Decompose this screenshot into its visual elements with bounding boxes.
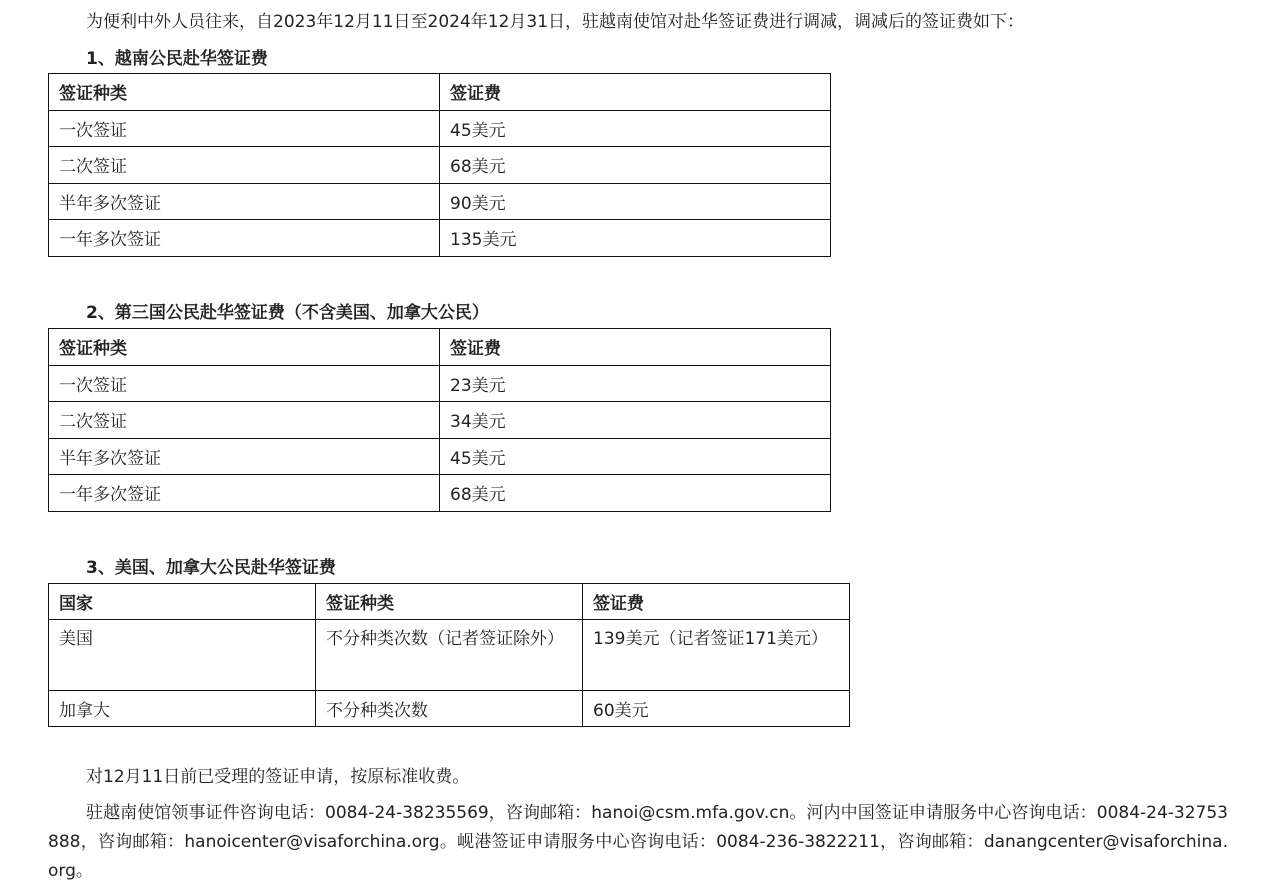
visa-type-cell: 二次签证	[49, 147, 440, 184]
visa-fee-cell: 68美元	[440, 147, 831, 184]
visa-fee-cell: 135美元	[440, 220, 831, 257]
visa-type-cell: 不分种类次数	[316, 691, 583, 727]
visa-type-cell: 二次签证	[49, 402, 440, 439]
visa-fee-cell: 45美元	[440, 110, 831, 147]
header-visa-type: 签证种类	[49, 329, 440, 366]
visa-fee-cell: 68美元	[440, 475, 831, 512]
table-header-row	[49, 74, 831, 111]
visa-type-cell: 半年多次签证	[49, 438, 440, 475]
section1-title: 1、越南公民赴华签证费	[86, 49, 268, 69]
visa-fee-cell: 34美元	[440, 402, 831, 439]
table-row	[49, 365, 831, 402]
table-header-row	[49, 329, 831, 366]
table-row	[49, 183, 831, 220]
header-visa-fee: 签证费	[440, 329, 831, 366]
visa-fee-cell: 90美元	[440, 183, 831, 220]
header-visa-fee: 签证费	[440, 74, 831, 111]
visa-fee-cell: 139美元（记者签证171美元）	[583, 620, 850, 691]
us-canada-fee-table	[48, 583, 850, 727]
visa-type-cell: 一年多次签证	[49, 220, 440, 257]
table-row	[49, 620, 850, 691]
table-row	[49, 691, 850, 727]
visa-fee-cell: 23美元	[440, 365, 831, 402]
table-row	[49, 402, 831, 439]
visa-fee-cell: 45美元	[440, 438, 831, 475]
contact-info-paragraph: 驻越南使馆领事证件咨询电话：0084-24-38235569，咨询邮箱：hanoi@csm.mfa.gov.cn。河内中国签证申请服务中心咨询电话：0084-24-32753888，咨询邮箱：hanoicenter@visaforchina.org。岘港签证申请服务中心咨询电话：0084-236-3822211，咨询邮箱：danangcenter@visaforchina.org。	[48, 803, 1228, 881]
table-row	[49, 147, 831, 184]
section2-title: 2、第三国公民赴华签证费（不含美国、加拿大公民）	[86, 303, 489, 323]
table-row	[49, 438, 831, 475]
visa-type-cell: 一年多次签证	[49, 475, 440, 512]
country-cell: 加拿大	[49, 691, 316, 727]
table-row	[49, 475, 831, 512]
third-country-fee-table	[48, 328, 831, 512]
table-row	[49, 220, 831, 257]
header-visa-fee: 签证费	[583, 584, 850, 620]
country-cell: 美国	[49, 620, 316, 691]
intro-text: 为便利中外人员往来，自2023年12月11日至2024年12月31日，驻越南使馆对赴华签证费进行调减，调减后的签证费如下：	[86, 12, 1025, 32]
visa-type-cell: 一次签证	[49, 365, 440, 402]
vietnam-fee-table	[48, 73, 831, 257]
section3-title: 3、美国、加拿大公民赴华签证费	[86, 558, 336, 578]
visa-type-cell: 半年多次签证	[49, 183, 440, 220]
table-header-row	[49, 584, 850, 620]
visa-type-cell: 不分种类次数（记者签证除外）	[316, 620, 583, 691]
prior-application-note: 对12月11日前已受理的签证申请，按原标准收费。	[86, 767, 470, 787]
visa-type-cell: 一次签证	[49, 110, 440, 147]
header-country: 国家	[49, 584, 316, 620]
table-row	[49, 110, 831, 147]
header-visa-type: 签证种类	[316, 584, 583, 620]
visa-fee-cell: 60美元	[583, 691, 850, 727]
header-visa-type: 签证种类	[49, 74, 440, 111]
